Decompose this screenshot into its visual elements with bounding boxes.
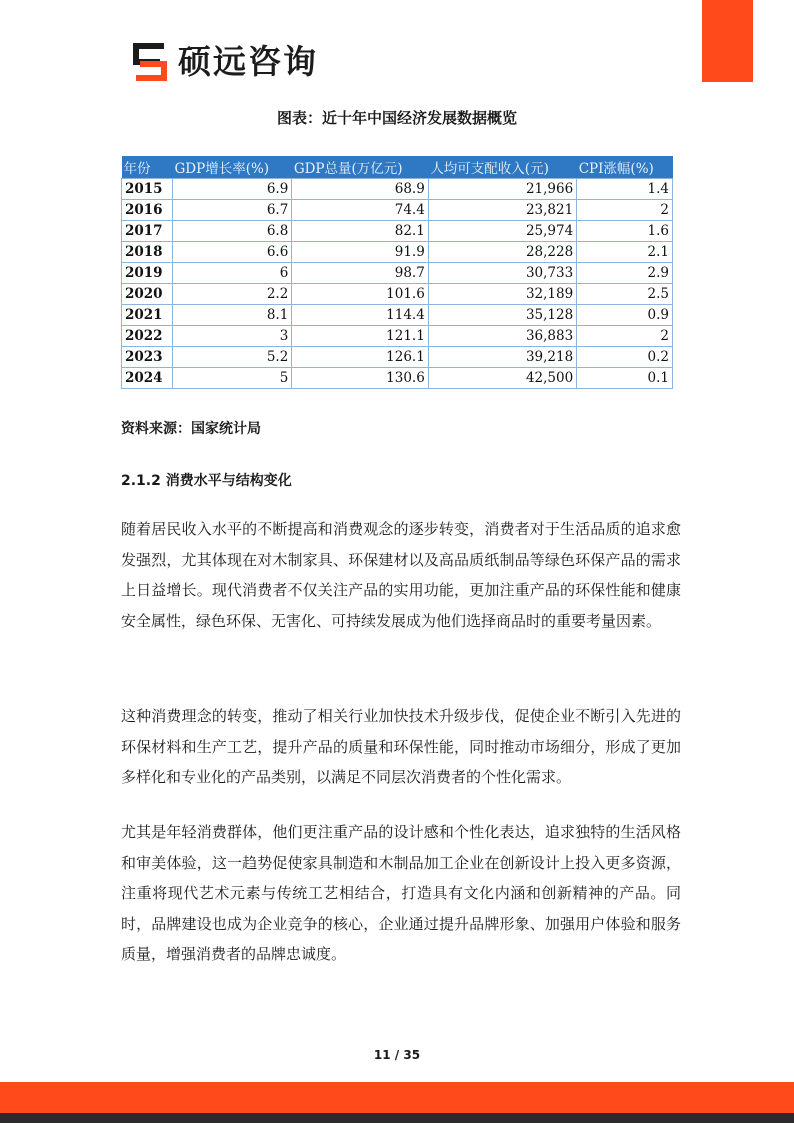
cell-income: 23,821 (428, 200, 576, 221)
cell-year: 2020 (122, 284, 173, 305)
cell-gdp-total: 68.9 (292, 179, 428, 200)
cell-year: 2019 (122, 263, 173, 284)
cell-gdp-growth: 8.1 (173, 305, 292, 326)
table-row (122, 326, 673, 347)
company-logo (130, 42, 318, 82)
body-paragraph: 尤其是年轻消费群体，他们更注重产品的设计感和个性化表达，追求独特的生活风格和审美体验，这一趋势促使家具制造和木制品加工企业在创新设计上投入更多资源，注重将现代艺术元素与传统工艺相结合，打造具有文化内涵和创新精神的产品。同时，品牌建设也成为企业竞争的核心，企业通过提升品牌形象、加强用户体验和服务质量，增强消费者的品牌忠诚度。 (121, 823, 681, 963)
cell-gdp-total: 82.1 (292, 221, 428, 242)
brand-name: 硕远咨询 (178, 42, 318, 81)
cell-gdp-total: 101.6 (292, 284, 428, 305)
cell-year: 2016 (122, 200, 173, 221)
cell-cpi: 2.5 (577, 284, 673, 305)
cell-cpi: 2 (577, 326, 673, 347)
cell-gdp-growth: 3 (173, 326, 292, 347)
header-gdp-growth: GDP增长率(%) (173, 156, 292, 179)
cell-income: 36,883 (428, 326, 576, 347)
cell-gdp-growth: 6.9 (173, 179, 292, 200)
table-row (122, 221, 673, 242)
footer-dark-strip (0, 1113, 794, 1123)
table-row (122, 200, 673, 221)
header-year: 年份 (122, 156, 173, 179)
body-paragraph: 随着居民收入水平的不断提高和消费观念的逐步转变，消费者对于生活品质的追求愈发强烈，尤其体现在对木制家具、环保建材以及高品质纸制品等绿色环保产品的需求上日益增长。现代消费者不仅关注产品的实用功能，更加注重产品的环保性能和健康安全属性，绿色环保、无害化、可持续发展成为他们选择商品时的重要考量因素。 (121, 520, 681, 630)
cell-income: 32,189 (428, 284, 576, 305)
cell-gdp-total: 74.4 (292, 200, 428, 221)
table-row (122, 305, 673, 326)
page-number: 11 / 35 (373, 1048, 421, 1062)
header-income: 人均可支配收入(元) (428, 156, 576, 179)
header-accent-block (702, 0, 753, 82)
cell-cpi: 2 (577, 200, 673, 221)
table-row (122, 242, 673, 263)
cell-cpi: 0.1 (577, 368, 673, 389)
table-row (122, 284, 673, 305)
header-cpi: CPI涨幅(%) (577, 156, 673, 179)
cell-gdp-growth: 6 (173, 263, 292, 284)
cell-cpi: 1.6 (577, 221, 673, 242)
cell-year: 2017 (122, 221, 173, 242)
cell-year: 2015 (122, 179, 173, 200)
economic-data-table (121, 156, 673, 389)
cell-gdp-growth: 2.2 (173, 284, 292, 305)
cell-income: 35,128 (428, 305, 576, 326)
body-paragraph: 这种消费理念的转变，推动了相关行业加快技术升级步伐，促使企业不断引入先进的环保材料和生产工艺，提升产品的质量和环保性能，同时推动市场细分，形成了更加多样化和专业化的产品类别，以满足不同层次消费者的个性化需求。 (121, 707, 681, 786)
cell-cpi: 1.4 (577, 179, 673, 200)
table-title: 图表：近十年中国经济发展数据概览 (276, 109, 517, 127)
cell-year: 2022 (122, 326, 173, 347)
cell-cpi: 2.1 (577, 242, 673, 263)
cell-income: 21,966 (428, 179, 576, 200)
table-header-row (122, 156, 673, 179)
cell-year: 2024 (122, 368, 173, 389)
cell-gdp-growth: 5.2 (173, 347, 292, 368)
cell-gdp-total: 114.4 (292, 305, 428, 326)
cell-year: 2023 (122, 347, 173, 368)
cell-income: 25,974 (428, 221, 576, 242)
table-row (122, 179, 673, 200)
cell-income: 28,228 (428, 242, 576, 263)
header-gdp-total: GDP总量(万亿元) (292, 156, 428, 179)
cell-gdp-growth: 5 (173, 368, 292, 389)
cell-gdp-total: 126.1 (292, 347, 428, 368)
cell-cpi: 0.2 (577, 347, 673, 368)
section-heading: 2.1.2 消费水平与结构变化 (121, 473, 292, 489)
cell-gdp-growth: 6.7 (173, 200, 292, 221)
cell-gdp-total: 91.9 (292, 242, 428, 263)
cell-gdp-growth: 6.6 (173, 242, 292, 263)
cell-income: 30,733 (428, 263, 576, 284)
cell-year: 2021 (122, 305, 173, 326)
cell-year: 2018 (122, 242, 173, 263)
table-row (122, 368, 673, 389)
cell-gdp-growth: 6.8 (173, 221, 292, 242)
brand-s-icon (130, 42, 170, 82)
data-source-note: 资料来源：国家统计局 (121, 421, 261, 437)
table-row (122, 263, 673, 284)
footer-accent-bar (0, 1082, 794, 1113)
cell-gdp-total: 121.1 (292, 326, 428, 347)
table-row (122, 347, 673, 368)
cell-income: 39,218 (428, 347, 576, 368)
cell-cpi: 2.9 (577, 263, 673, 284)
cell-gdp-total: 98.7 (292, 263, 428, 284)
cell-income: 42,500 (428, 368, 576, 389)
cell-gdp-total: 130.6 (292, 368, 428, 389)
cell-cpi: 0.9 (577, 305, 673, 326)
